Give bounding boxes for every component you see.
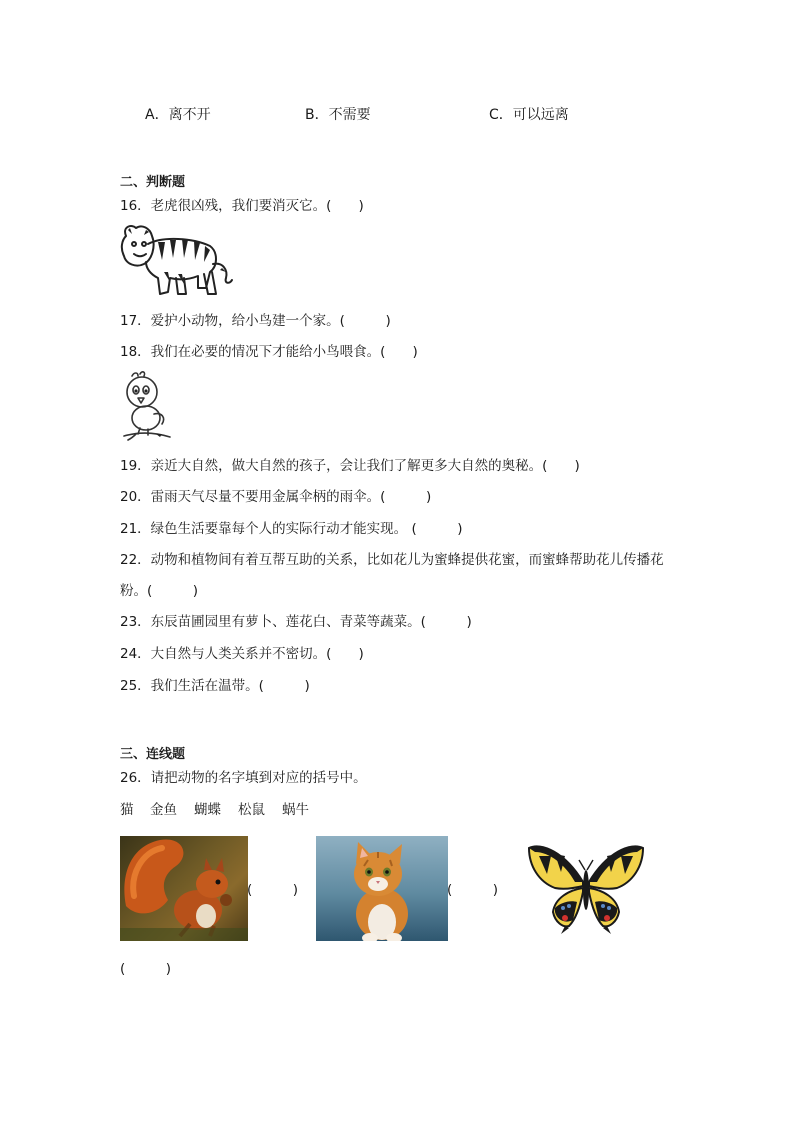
question-22: 22．动物和植物间有着互帮互助的关系，比如花儿为蜜蜂提供花蜜，而蜜蜂帮助花儿传播花 [120,552,664,568]
question-16: 16．老虎很凶残，我们要消灭它。( ) [120,198,364,214]
chick-image [118,370,174,444]
question-21: 21．绿色生活要靠每个人的实际行动才能实现。 ( ) [120,521,463,537]
question-26: 26．请把动物的名字填到对应的括号中。 [120,770,367,786]
cat-image [316,836,448,941]
animal-name-cat: 猫 [120,802,134,818]
question-20: 20．雷雨天气尽量不要用金属伞柄的雨伞。( ) [120,489,432,505]
question-19: 19．亲近大自然，做大自然的孩子，会让我们了解更多大自然的奥秘。( ) [120,458,580,474]
answer-paren-3: ( ) [120,961,172,977]
section-title-judgement: 二、判断题 [120,175,186,190]
option-c: C．可以远离 [489,107,569,123]
squirrel-image [120,836,248,941]
option-a: A．离不开 [145,107,211,123]
animal-name-butterfly: 蝴蝶 [194,802,221,818]
question-18: 18．我们在必要的情况下才能给小鸟喂食。( ) [120,344,418,360]
answer-paren-1: ( ) [247,882,299,898]
option-b: B．不需要 [305,107,371,123]
tiger-image [118,222,236,302]
question-25: 25．我们生活在温带。( ) [120,678,310,694]
question-24: 24．大自然与人类关系并不密切。( ) [120,646,364,662]
animal-name-snail: 蜗牛 [282,802,309,818]
butterfly-image [525,842,647,934]
question-22-cont: 粉。( ) [120,583,199,599]
section-title-matching: 三、连线题 [120,747,186,762]
animal-name-goldfish: 金鱼 [150,802,177,818]
animal-name-squirrel: 松鼠 [238,802,265,818]
question-23: 23．东辰苗圃园里有萝卜、莲花白、青菜等蔬菜。( ) [120,614,472,630]
question-17: 17．爱护小动物，给小鸟建一个家。( ) [120,313,391,329]
answer-paren-2: ( ) [447,882,499,898]
